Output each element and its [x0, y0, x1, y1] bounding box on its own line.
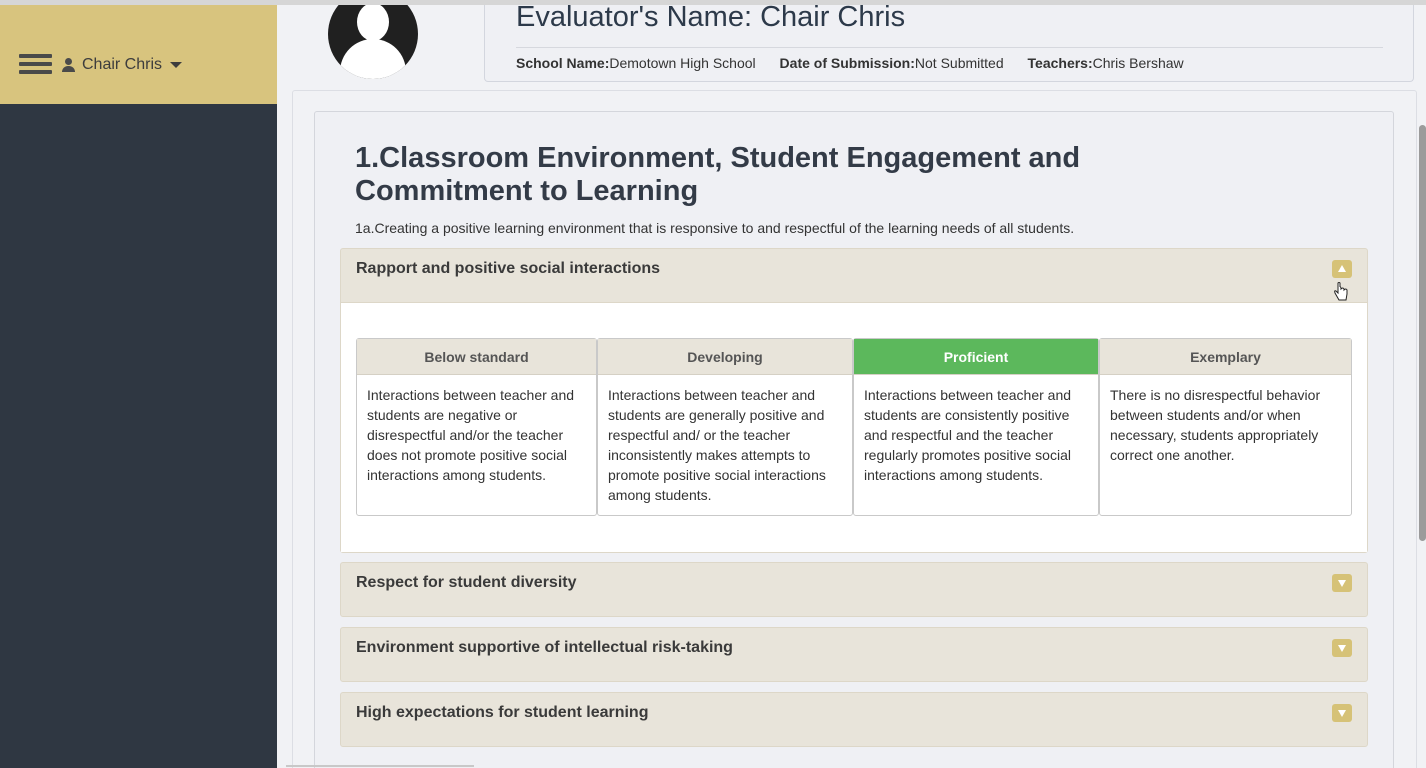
school-value: Demotown High School [609, 55, 756, 71]
user-name: Chair Chris [82, 56, 163, 73]
avatar-icon [328, 5, 418, 79]
section-title: 1.Classroom Environment, Student Engagement and Commitment to Learning [355, 142, 1081, 207]
rubric-level: Developing [598, 339, 852, 375]
divider [516, 47, 1383, 48]
rubric-table [356, 338, 1352, 516]
accordion-diversity [340, 562, 1368, 617]
rubric-level: Exemplary [1100, 339, 1351, 375]
accordion-header[interactable] [341, 628, 1367, 681]
rubric-text: Interactions between teacher and students are generally positive and respectful and/ or the teacher inconsistently makes attempts to promote positive social interactions among students. [608, 387, 826, 503]
section-panel [314, 111, 1394, 768]
chevron-down-icon[interactable] [1332, 704, 1352, 722]
evaluator-title: Evaluator's Name: Chair Chris [516, 5, 906, 33]
evaluator-card [484, 5, 1414, 82]
bottom-divider [286, 765, 474, 767]
accordion-header[interactable] [341, 249, 1367, 302]
hand-cursor-icon [1333, 282, 1349, 302]
submission-value: Not Submitted [914, 55, 1004, 71]
accordion-expectations [340, 692, 1368, 747]
accordion-body [341, 302, 1367, 552]
accordion-title: Rapport and positive social interactions [356, 260, 661, 277]
hamburger-menu-icon[interactable] [19, 54, 52, 74]
accordion-risk-taking [340, 627, 1368, 682]
accordion-title: Environment supportive of intellectual risk-taking [356, 639, 733, 656]
rubric-level: Below standard [357, 339, 596, 375]
school-label: School Name: [516, 55, 610, 71]
chevron-up-icon[interactable] [1332, 260, 1352, 278]
rubric-proficient[interactable] [853, 338, 1099, 516]
user-menu-dropdown[interactable] [62, 54, 182, 76]
main-content [277, 5, 1426, 768]
rubric-level: Proficient [854, 339, 1098, 375]
rubric-text: Interactions between teacher and students are consistently positive and respectful and the teacher regularly promotes positive social interactions among students. [864, 387, 1072, 483]
chevron-down-icon[interactable] [1332, 574, 1352, 592]
chevron-down-icon[interactable] [1332, 639, 1352, 657]
rubric-developing[interactable] [597, 338, 853, 516]
caret-down-icon [170, 62, 182, 68]
teachers-value: Chris Bershaw [1092, 55, 1184, 71]
rubric-below-standard[interactable] [356, 338, 597, 516]
evaluation-panel [292, 90, 1417, 768]
rubric-text: Interactions between teacher and students are negative or disrespectful and/or the teacher does not promote positive social interactions among students. [367, 387, 575, 483]
sidebar-header [0, 5, 277, 104]
sidebar [0, 5, 277, 768]
submission-label: Date of Submission: [779, 55, 915, 71]
accordion-rapport [340, 248, 1368, 553]
section-subtitle: 1a.Creating a positive learning environment that is responsive to and respectful of the learning needs of all students. [355, 220, 1075, 236]
scrollbar[interactable] [1419, 125, 1426, 541]
rubric-exemplary[interactable] [1099, 338, 1352, 516]
accordion-title: High expectations for student learning [356, 704, 649, 721]
accordion-header[interactable] [341, 563, 1367, 616]
teachers-label: Teachers: [1027, 55, 1093, 71]
user-icon [62, 58, 75, 72]
accordion-title: Respect for student diversity [356, 574, 577, 591]
rubric-text: There is no disrespectful behavior between students and/or when necessary, students appropriately correct one another. [1110, 387, 1321, 463]
evaluation-meta [516, 55, 1204, 71]
accordion-header[interactable] [341, 693, 1367, 746]
